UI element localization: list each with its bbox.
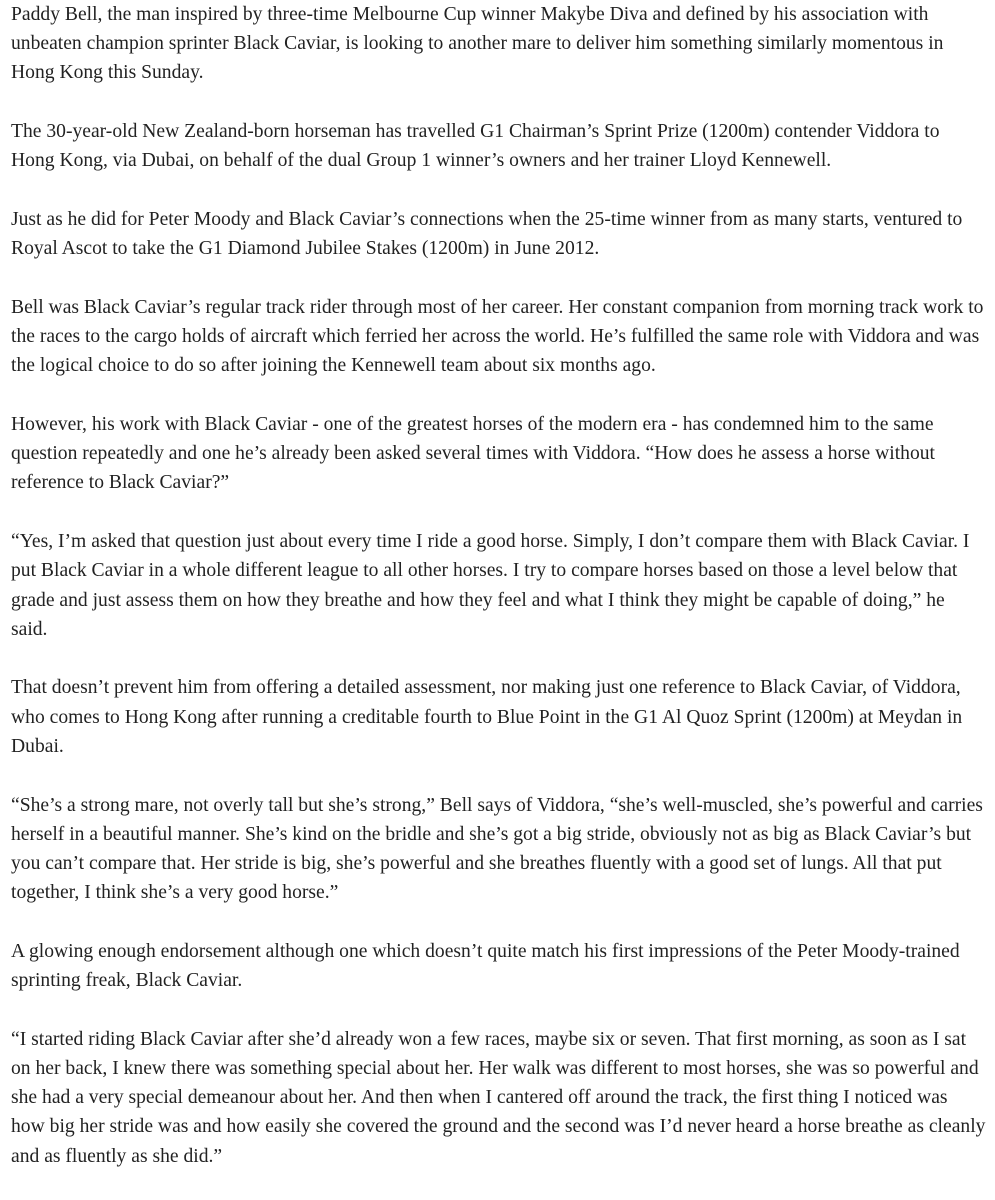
paragraph-7: That doesn’t prevent him from offering a detailed assessment, nor making just one reference to Black Caviar, of Viddora, who comes to Hong Kong after running a creditable fourth to Blue Point in the G1 Al Quoz Sprint (1200m) at Meydan in Dubai. <box>11 677 963 757</box>
paragraph-1: Paddy Bell, the man inspired by three-time Melbourne Cup winner Makybe Diva and defined by his association with unbeaten champion sprinter Black Caviar, is looking to another mare to deliver him something similarly momentous in Hong Kong this Sunday. <box>11 4 944 84</box>
paragraph-8: “She’s a strong mare, not overly tall but she’s strong,” Bell says of Viddora, “she’s well-muscled, she’s powerful and carries herself in a beautiful manner. She’s kind on the bridle and she’s got a big stride, obviously not as big as Black Caviar’s but you can’t compare that. Her stride is big, she’s powerful and she breathes fluently with a good set of lungs. All that put together, I think she’s a very good horse.” <box>11 794 983 904</box>
paragraph-4: Bell was Black Caviar’s regular track rider through most of her career. Her constant companion from morning track work to the races to the cargo holds of aircraft which ferried her across the world. He’s fulfilled the same role with Viddora and was the logical choice to do so after joining the Kennewell team about six months ago. <box>11 296 984 377</box>
paragraph-9: A glowing enough endorsement although one which doesn’t quite match his first impressions of the Peter Moody-trained sprinting freak, Black Caviar. <box>11 940 960 992</box>
paragraph-5: However, his work with Black Caviar - one of the greatest horses of the modern era - has condemned him to the same question repeatedly and one he’s already been asked several times with Viddora. “How does he assess a horse without reference to Black Caviar?” <box>11 414 935 494</box>
paragraph-2: The 30-year-old New Zealand-born horseman has travelled G1 Chairman’s Sprint Prize (1200m) contender Viddora to Hong Kong, via Dubai, on behalf of the dual Group 1 winner’s owners and her trainer Lloyd Kennewell. <box>11 121 940 172</box>
paragraph-3: Just as he did for Peter Moody and Black Caviar’s connections when the 25-time winner from as many starts, ventured to Royal Ascot to take the G1 Diamond Jubilee Stakes (1200m) in June 2012. <box>11 209 963 260</box>
paragraph-6: “Yes, I’m asked that question just about every time I ride a good horse. Simply, I don’t compare them with Black Caviar. I put Black Caviar in a whole different league to all other horses. I try to compare horses based on those a level below that grade and just assess them on how they breathe and how they feel and what I think they might be capable of doing,” he said. <box>11 531 970 640</box>
paragraph-10: “I started riding Black Caviar after she’d already won a few races, maybe six or seven. That first morning, as soon as I sat on her back, I knew there was something special about her. Her walk was different to most horses, she was so powerful and she had a very special demeanour about her. And then when I cantered off around the track, the first thing I noticed was how big her stride was and how easily she covered the ground and the second was I’d never heard a horse breathe as cleanly and as fluently as she did.” <box>11 1028 986 1167</box>
